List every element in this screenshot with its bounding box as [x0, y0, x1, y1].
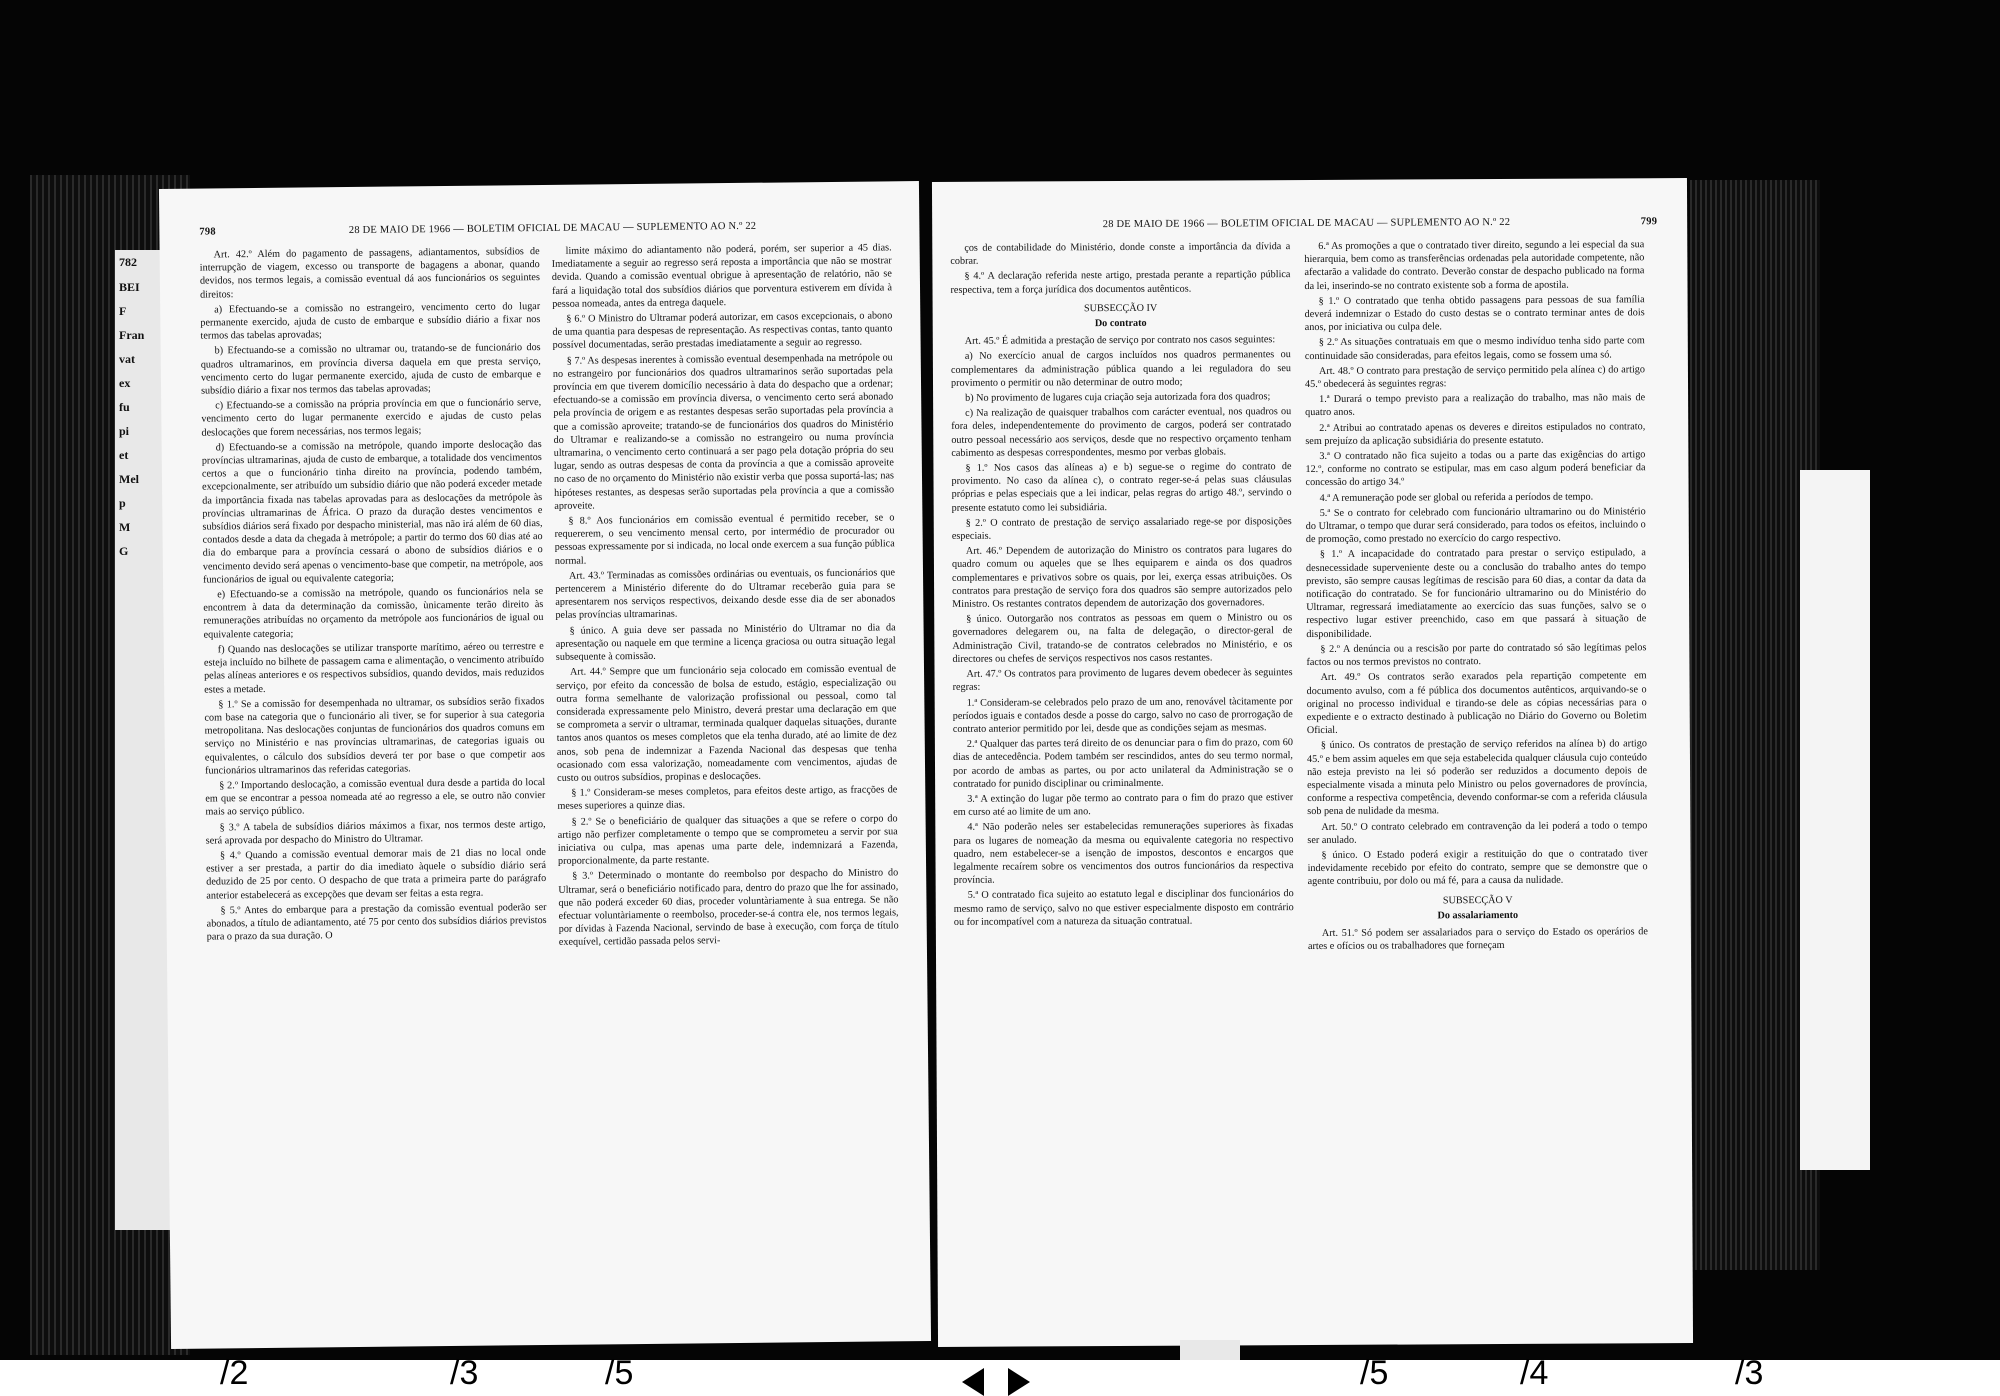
left-column-1 [200, 245, 551, 1334]
paragraph: ços de contabilidade do Ministério, donde conste a importância da dívida a cobrar. [950, 241, 1291, 268]
paragraph: § único. A guia deve ser passada no Ministério do Ultramar no dia da apresentação ou naquele em que termine a licença graciosa ou outra situação legal subsequente à comissão. [555, 622, 896, 663]
paragraph: § 7.º As despesas inerentes à comissão eventual desempenhada na metrópole ou no estrangeiro por funcionários dos quadros ultramarinos serão suportadas pela província em que tiverem domicílio necessário à data do despacho que a ordenar; efectuando-se a comissão em província diversa, o vencimento certo será abonado pela província de origem e as restantes despesas serão suportadas pela província a que a comissão aproveite; tratando-se de funcionários dos quadros do Ministério do Ultramar e realizando-se a comissão no estrangeiro ou numa província ultramarina, o vencimento certo continuará a ser pago pela dotação própria do seu lugar, sendo as outras despesas de conta da província a que a comissão aproveite no caso de no orçamento do Ministério não existir verba que possa suportá-las; nas hipóteses restantes, as despesas serão suportadas pela província a que a comissão aproveite. [552, 351, 895, 512]
paragraph: 5.ª O contratado fica sujeito ao estatuto legal e disciplinar dos funcionários do mesmo ramo de serviço, salvo no que estiver especialmente disposto em contrário ou for incompatível com a natureza da situação contratual. [953, 888, 1294, 928]
paragraph: Art. 49.º Os contratos serão exarados pela repartição competente em documento avulso, com a fé pública dos documentos autênticos, arquivando-se o original no processo individual e tirando-se dele as cópias necessárias para o expediente e o extracto destinado à publicação no Diário do Governo ou Boletim Oficial. [1306, 670, 1647, 737]
paragraph: § 2.º O contrato de prestação de serviço assalariado rege-se por disposições especiais. [951, 515, 1292, 542]
left-column-2 [552, 241, 903, 1330]
paragraph: Art. 47.º Os contratos para provimento de lugares devem obedecer às seguintes regras: [952, 667, 1293, 694]
paragraph: 6.ª As promoções a que o contratado tiver direito, segundo a lei especial da sua hierarquia, bem como as transferências ordenadas pela autoridade competente, não afectarão a validade do contrato. Deverão constar de despacho publicado na forma da lei, inserindo-se no contrato existente sob a forma de apostila. [1304, 239, 1645, 292]
right-page [932, 178, 1693, 1347]
right-column-2 [1304, 238, 1650, 1325]
left-page-number: 798 [199, 226, 216, 238]
paragraph: Art. 51.º Só podem ser assalariados para o serviço do Estado os operários de artes e ofícios ou os trabalhadores que forneçam [1307, 926, 1648, 953]
paragraph: § único. Os contratos de prestação de serviço referidos na alínea b) do artigo 45.º e bem assim aqueles em que seja estabelecida qualquer cláusula cujo conteúdo não esteja previsto na lei só poderão ser reduzidos a documento depois de especialmente visada a minuta pelo Ministro ou pelos governadores de província, conforme a respectiva competência, devendo conformar-se com a referida cláusula sob pena de nulidade da mesma. [1306, 738, 1648, 818]
paragraph: 1.ª Durará o tempo previsto para a realização do trabalho, mas não mais de quatro anos. [1305, 392, 1646, 419]
paragraph: § 1.º Se a comissão for desempenhada no ultramar, os subsídios serão fixados com base na categoria que o funcionário ali tiver, se for superior à sua categoria metropolitana. Nas deslocações conjuntas de funcionários dos quadros comuns em serviço no Ministério e nas províncias ultramarinas, de categorias iguais ou equivalentes, o cálculo dos subsídios deverá ter por base o que competir aos funcionários ultramarinos das referidas categorias. [204, 695, 545, 777]
underlying-text-fragment: BEI [119, 280, 140, 294]
paragraph: § 8.º Aos funcionários em comissão eventual é permitido receber, se o requererem, o seu vencimento mensal certo, por intermédio de procurador ou pessoas expressamente por si indicada, no local onde exercem a sua função pública normal. [554, 512, 895, 567]
right-page-number: 799 [1640, 216, 1658, 228]
paragraph: § 3.º A tabela de subsídios diários máximos a fixar, nos termos deste artigo, será aprovada por despacho do Ministro do Ultramar. [205, 818, 546, 847]
paragraph: § 4.º Quando a comissão eventual demorar mais de 21 dias no local onde estiver a ser prestada, a partir do dia imediato àquele o subsídio diário será deduzido de 25 por cento. O despacho de que trata a primeira parte do parágrafo anterior estabelecerá as excepções que devam ser feitas a esta regra. [206, 846, 547, 902]
paragraph: § 5.º Antes do embarque para a prestação da comissão eventual poderão ser abonados, a título de adiantamento, até 75 por cento dos subsídios diários previstos para o prazo da sua duração. O [206, 901, 547, 943]
left-page-header [199, 219, 889, 237]
paragraph: § 1.º Consideram-se meses completos, para efeitos deste artigo, as fracções de meses superiores a quinze dias. [557, 784, 898, 813]
paragraph: § 2.º Se o beneficiário de qualquer das situações a que se refere o corpo do artigo não perfizer completamente o tempo que se comprometeu a servir por sua iniciativa ou culpa, mas apenas uma parte dele, indemnizará a Fazenda, proporcionalmente, da parte restante. [557, 812, 898, 868]
frame-mark: /4 [1520, 1354, 1549, 1392]
paragraph: 2.ª Atribui ao contratado apenas os deveres e direitos estipulados no contrato, sem prejuízo da aplicação subsidiária do presente estatuto. [1305, 420, 1646, 447]
subsection-title: Do contrato [1094, 317, 1147, 330]
paragraph: f) Quando nas deslocações se utilizar transporte marítimo, aéreo ou terrestre e esteja incluído no bilhete de passagem cama e alimentação, o vencimento atribuído pelas alíneas anteriores e os respectivos subsídios, quando devidos, mais reduzidos estes a metade. [203, 640, 545, 696]
paragraph: § único. Outorgarão nos contratos as pessoas em quem o Ministro ou os governadores delegarem ou, na falta de delegação, o director-geral de Administração Civil, tratando-se de contratos celebrados no Ministério, e os directores ou chefes de serviços respectivos nos casos restantes. [952, 612, 1293, 665]
underlying-text-fragment: p [119, 496, 126, 510]
frame-mark: /2 [220, 1354, 249, 1392]
paragraph: Art. 43.º Terminadas as comissões ordinárias ou eventuais, os funcionários que pertencerem a Ministério diferente do do Ultramar receberão guia para se apresentarem nos serviços respectivos, deixando desde esse dia de ser abonados pelas províncias ultramarinas. [555, 567, 896, 622]
paragraph: § único. O Estado poderá exigir a restituição do que o contratado tiver indevidamente recebido por efeito do contrato, sempre que se demonstre que o agente contribuiu, por dolo ou má fé, para a causa da nulidade. [1307, 848, 1648, 888]
paragraph: 1.ª Consideram-se celebrados pelo prazo de um ano, renovável tàcitamente por períodos iguais e contados desde a posse do cargo, salvo no caso de prorrogação de contrato anterior permitido por lei, desde que as condições sejam as mesmas. [952, 695, 1293, 735]
paragraph: b) No provimento de lugares cuja criação seja autorizada fora dos quadros; [965, 391, 1271, 404]
right-page-header [972, 216, 1657, 231]
underlying-text-fragment: ex [119, 376, 131, 390]
paragraph: 5.ª Se o contrato for celebrado com funcionário ultramarino ou do Ministério do Ultramar, o tempo que durar será considerado, para todos os efeitos, incluindo o de promoção, como prestado no exercício do cargo respectivo. [1305, 506, 1646, 546]
subsection-title: Do assalariamento [1437, 909, 1519, 922]
paragraph: Art. 48.º O contrato para prestação de serviço permitido pela alínea c) do artigo 45.º obedecerá às seguintes regras: [1304, 364, 1645, 391]
subsection-heading: SUBSECÇÃO V [1442, 894, 1513, 906]
paragraph: § 2.º A denúncia ou a rescisão por parte do contratado só são legítimas pelos factos ou nos termos previstos no contrato. [1306, 642, 1647, 669]
paragraph: 3.ª O contratado não fica sujeito a todas ou a parte das exigências do artigo 12.º, conforme no contrato se estipular, mas em caso algum poderá beneficiar da concessão do artigo 34.º [1305, 449, 1646, 489]
paragraph: a) Efectuando-se a comissão no estrangeiro, vencimento certo do lugar permanente exercido, ajuda de custo de embarque e subsídio diário a fixar nos termos das tabelas aprovadas; [200, 300, 541, 342]
right-col1-top [950, 240, 1290, 297]
paragraph: § 1.º A incapacidade do contratado para prestar o serviço estipulado, a desnecessidade superveniente deste ou a conclusão do trabalho antes do tempo previsto, são sempre causas legítimas de rescisão para 60 dias, a contar da data da notificação do contratado. Se for funcionário ultramarino ou do Ministério do Ultramar, regressará imediatamente ao exercício das suas funções, salvo se o respectivo lugar estiver preenchido, caso em que passará à situação de disponibilidade. [1305, 547, 1647, 640]
paragraph: Art. 42.º Além do pagamento de passagens, adiantamentos, subsídios de interrupção de viagem, excesso ou transporte de bagagens a abonar, quando devidos, nos termos legais, a comissão eventual dá aos funcionários os seguintes direitos: [199, 246, 540, 301]
right-header-title: 28 DE MAIO DE 1966 — BOLETIM OFICIAL DE MACAU — SUPLEMENTO AO N.º 22 [1102, 216, 1511, 231]
paragraph: e) Efectuando-se a comissão na metrópole, quando os funcionários nela se encontrem à data da determinação da comissão, ùnicamente terão direito às remunerações atribuídas no orçamento da metrópole aos funcionários de igual ou equivalente categoria; [203, 586, 544, 641]
underlying-text-fragment: M [119, 520, 131, 534]
paragraph: limite máximo do adiantamento não poderá, porém, ser superior a 45 dias. Imediatamente a seguir ao regresso será reposta a importância que não se mostrar devida. Quando a comissão eventual obrigue à apresentação de relatório, não se fará a liquidação total dos subsídios diários que porventura estiverem em dívida à pessoa nomeada, antes da entrega daquele. [551, 242, 893, 310]
film-strip-bottom [0, 1354, 2000, 1396]
frame-mark: /3 [1735, 1354, 1764, 1392]
underlying-page-number: 782 [119, 255, 137, 269]
right-column-1 [950, 240, 1296, 1327]
right-col2-bottom [1308, 925, 1648, 953]
page-fold [1180, 1340, 1240, 1360]
paper-slip [1800, 470, 1870, 1170]
paragraph: 2.ª Qualquer das partes terá direito de os denunciar para o fim do prazo, com 60 dias de antecedência. Podem também ser rescindidos, antes do seu termo normal, por acordo de ambas as partes, ou por acto unilateral da Administração se o contratado for punido disciplinar ou criminalmente. [952, 737, 1294, 790]
underlying-text-fragment: Fran [119, 328, 145, 342]
previous-frame-arrow-icon[interactable] [962, 1368, 984, 1396]
underlying-text-fragment: pi [119, 424, 130, 438]
paragraph: 4.ª A remuneração pode ser global ou referida a períodos de tempo. [1319, 491, 1594, 504]
paragraph: Art. 45.º É admitida a prestação de serviço por contrato nos casos seguintes: [964, 334, 1276, 348]
paragraph: c) Efectuando-se a comissão na própria província em que o funcionário serve, vencimento certo do lugar permanente exercido e ajudas de custo pelas deslocações que forem necessárias, nos termos legais; [201, 397, 542, 439]
paragraph: § 2.º As situações contratuais em que o mesmo indivíduo tenha sido parte com continuidade são consideradas, para efeitos legais, como se fossem uma só. [1304, 335, 1645, 362]
paragraph: § 3.º Determinado o montante do reembolso por despacho do Ministro do Ultramar, será o beneficiário notificado para, dentro do prazo que lhe for assinado, que não poderá exceder 60 dias, proceder voluntàriamente à sua entrega. Se não efectuar voluntàriamente o reembolso, proceder-se-á contra ele, nos termos legais, por dívidas à Fazenda Nacional, servindo de base à execução, com força de título exequível, certidão passada pelos servi- [558, 867, 899, 949]
paragraph: b) Efectuando-se a comissão no ultramar ou, tratando-se de funcionário dos quadros ultramarinos, em província diversa daquela em que presta serviço, vencimento certo do lugar permanente exercido, ajuda de custo de embarque e subsídio diário a fixar nos termos das tabelas aprovadas; [200, 342, 541, 397]
paragraph: Art. 46.º Dependem de autorização do Ministro os contratos para lugares do quadro comum ou aqueles que se lhes equiparem e ainda os dos quadros complementares e privativos sobre os quais, por lei, exerça essas atribuições. Os contratos para prestação de serviço fora dos quadros são sempre autorizados pelo Ministro. Os restantes contratos dependem de autorização dos governadores. [951, 544, 1293, 610]
paragraph: 3.ª A extinção do lugar põe termo ao contrato para o fim do prazo que estiver em curso até ao limite de um ano. [953, 792, 1294, 819]
left-header-title: 28 DE MAIO DE 1966 — BOLETIM OFICIAL DE MACAU — SUPLEMENTO AO N.º 22 [348, 220, 757, 237]
right-col1-bottom [951, 333, 1294, 929]
paragraph: § 6.º O Ministro do Ultramar poderá autorizar, em casos excepcionais, o abono de uma quantia para despesas de representação. As respectivas contas, tanto quanto possível documentadas, serão prestadas imediatamente a seguir ao regresso. [552, 310, 893, 352]
left-page [159, 181, 931, 1349]
underlying-text-fragment: F [119, 304, 127, 318]
paragraph: § 4.º A declaração referida neste artigo, prestada perante a repartição pública respectiva, tem a força jurídica dos documentos autênticos. [950, 269, 1291, 296]
paragraph: a) No exercício anual de cargos incluídos nos quadros permanentes ou complementares da administração pública quando a lei reguladora do seu provimento o permitir ou não determinar de outro modo; [950, 349, 1291, 389]
frame-mark: /5 [605, 1354, 634, 1392]
underlying-text-fragment: Mel [119, 472, 139, 486]
paragraph: Art. 50.º O contrato celebrado em contravenção da lei poderá a todo o tempo ser anulado. [1307, 819, 1648, 846]
underlying-text-fragment: vat [119, 352, 135, 366]
underlying-text-fragment: G [119, 544, 129, 558]
paragraph: 4.ª Não poderão neles ser estabelecidas remunerações superiores às fixadas para os lugares de nomeação da mesma ou equivalente categoria no respectivo quadro, nem estabelecer-se a isenção de impostos, descontos e encargos que legalmente recaírem sobre os vencimentos dos outros funcionários da respectiva província. [953, 820, 1294, 887]
paragraph: § 1.º O contratado que tenha obtido passagens para pessoas de sua família deverá indemnizar o Estado do custo destas se o contrato terminar antes de dois anos, por iniciativa ou culpa dele. [1304, 294, 1645, 334]
frame-mark: /3 [450, 1354, 479, 1392]
paragraph: d) Efectuando-se a comissão na metrópole, quando importe deslocação das províncias ultramarinas, ajuda de custo de embarque, a totalidade dos vencimentos certos a que o funcionário tinha direito na província, podendo também, excepcionalmente, ser atribuído um subsídio diário que não poderá exceder metade da importância fixada nas tabelas aprovadas para as deslocações da metrópole às províncias ultramarinas de África. O prazo da duração destes vencimentos e subsídios diários será fixado por despacho ministerial, mas não irá além de 60 dias, contados desde a data da chegada à metrópole; a partir do termo dos 60 dias até ao dia do embarque para a província cessará o abono de subsídios diários e o vencimento devido será apenas o vencimento-base que competir, na metrópole, aos funcionários de igual ou equivalente categoria; [201, 438, 543, 586]
frame-mark: /5 [1360, 1354, 1389, 1392]
paragraph: Art. 44.º Sempre que um funcionário seja colocado em comissão eventual de serviço, por efeito da concessão de bolsa de estudo, estágio, especialização ou outra forma semelhante de valorização profissional ou pessoal, como tal considerada expressamente pelo Ministro, deverá prestar uma declaração em que se comprometa a servir o ultramar, terminada qualquer daquelas situações, durante tantos anos quantos os meses completos que ela tenha durado, até ao limite de dez anos, sob pena de indemnizar a Fazenda Nacional das despesas que tenha ocasionado com essa valorização, nomeadamente com vencimentos, ajudas de custo ou outros subsídios, propinas e deslocações. [556, 663, 898, 784]
underlying-text-fragment: et [119, 448, 129, 462]
subsection-heading: SUBSECÇÃO IV [1083, 302, 1158, 315]
next-frame-arrow-icon[interactable] [1008, 1368, 1030, 1396]
paragraph: § 2.º Importando deslocação, a comissão eventual dura desde a partida do local em que se encontrar a pessoa nomeada até ao regresso a ele, se outro não convier mais ao serviço público. [205, 776, 546, 818]
paragraph: § 1.º Nos casos das alíneas a) e b) segue-se o regime do contrato de provimento. No caso da alínea c), o contrato reger-se-á pelas suas cláusulas próprias e pelas especiais que a lei indicar, pelas regras do artigo 48.º, servindo o presente estatuto como lei subsidiária. [951, 461, 1292, 514]
underlying-text-fragment: fu [119, 400, 130, 414]
paragraph: c) Na realização de quaisquer trabalhos com carácter eventual, nos quadros ou fora deles, independentemente do provimento de cargos, poderá ser contratado outro pessoal necessário aos serviços, desde que no respectivo orçamento tenham cabimento as despesas correspondentes, mesmo por verbas globais. [951, 406, 1292, 459]
right-col2-top [1304, 238, 1647, 888]
